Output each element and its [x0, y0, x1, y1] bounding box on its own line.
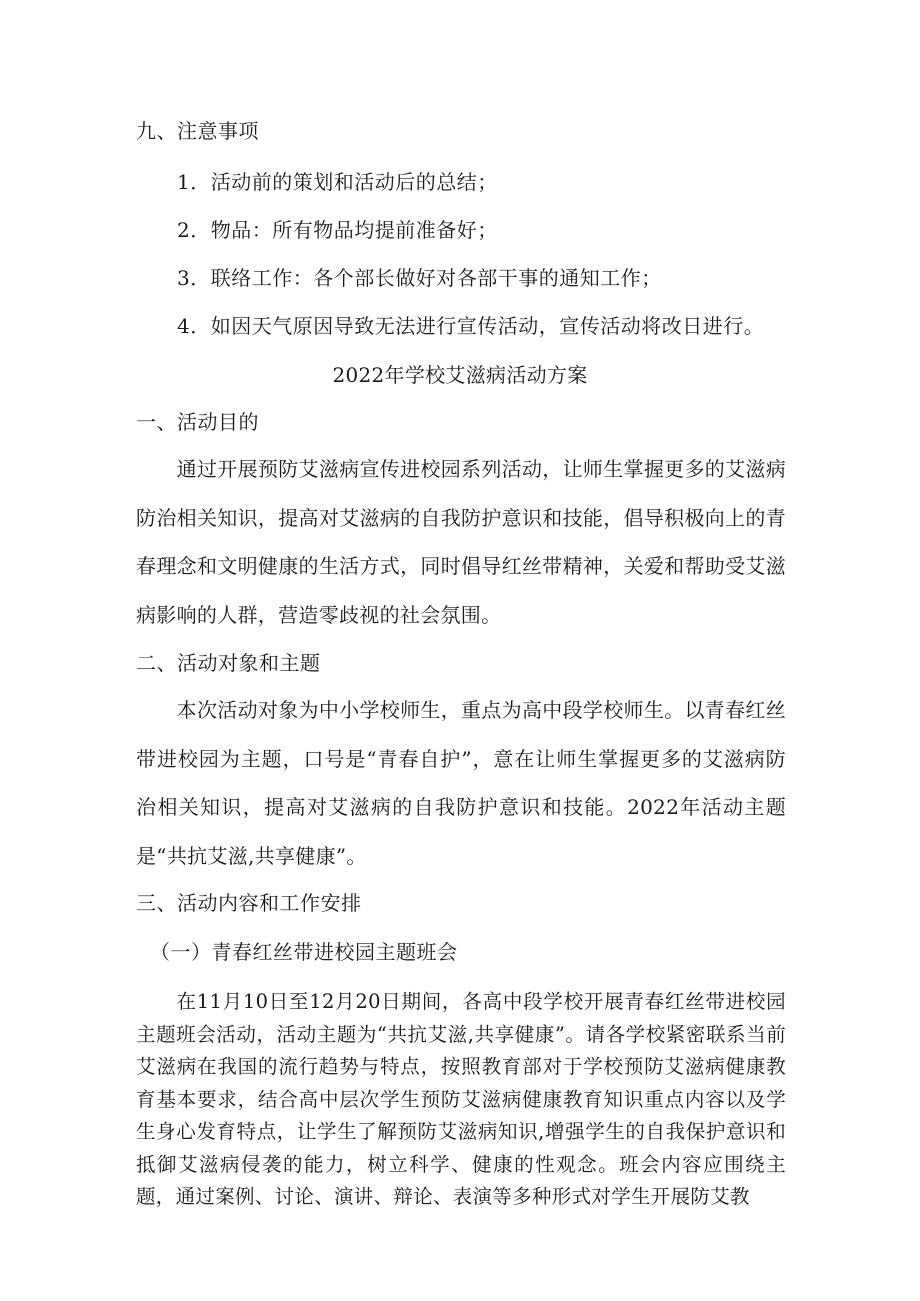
subsection-1-body: 在11月10日至12月20日期间，各高中段学校开展青春红丝带进校园主题班会活动，活动主题为“共抗艾滋,共享健康”。请各学校紧密联系当前艾滋病在我国的流行趋势与特点，按照教育部对于学校预防艾滋病健康教育基本要求，结合高中层次学生预防艾滋病健康教育知识重点内容以及学生身心发育特点，让学生了解预防艾滋病知识,增强学生的自我保护意识和抵御艾滋病侵袭的能力，树立科学、健康的性观念。班会内容应围绕主题，通过案例、讨论、演讲、辩论、表演等多种形式对学生开展防艾教 [136, 990, 786, 1208]
section-3-heading: 三、活动内容和工作安排 [136, 891, 362, 915]
notice-item-1: 1．活动前的策划和活动后的总结； [177, 170, 498, 194]
notice-item-3: 3．联络工作：各个部长做好对各部干事的通知工作； [177, 266, 662, 290]
section-1-heading: 一、活动目的 [136, 410, 259, 434]
notice-item-4: 4．如因天气原因导致无法进行宣传活动，宣传活动将改日进行。 [177, 314, 765, 338]
section-1-body: 通过开展预防艾滋病宣传进校园系列活动，让师生掌握更多的艾滋病防治相关知识，提高对艾滋病的自我防护意识和技能，倡导积极向上的青春理念和文明健康的生活方式，同时倡导红丝带精神，关爱和帮助受艾滋病影响的人群，营造零歧视的社会氛围。 [136, 457, 786, 627]
notice-item-2: 2．物品：所有物品均提前准备好； [177, 218, 498, 242]
section-9-heading: 九、注意事项 [136, 119, 259, 143]
section-2-heading: 二、活动对象和主题 [136, 651, 321, 675]
section-2-body: 本次活动对象为中小学校师生，重点为高中段学校师生。以青春红丝带进校园为主题，口号是“青春自护”，意在让师生掌握更多的艾滋病防治相关知识，提高对艾滋病的自我防护意识和技能。2022年活动主题是“共抗艾滋,共享健康”。 [136, 698, 786, 868]
subsection-1-heading: （一）青春红丝带进校园主题班会 [150, 940, 458, 964]
document-title: 2022年学校艾滋病活动方案 [332, 363, 588, 387]
